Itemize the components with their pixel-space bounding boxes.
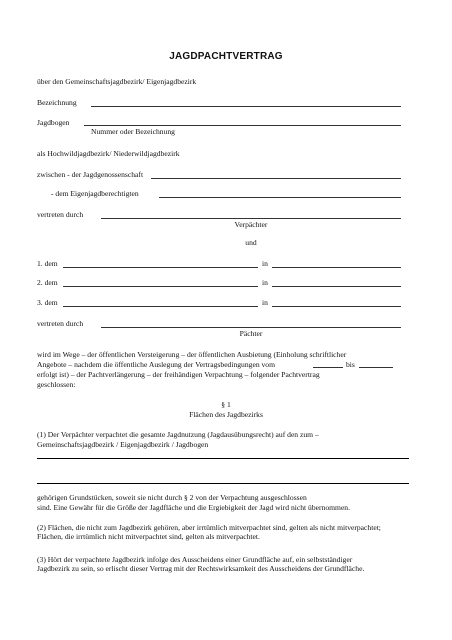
paechter-1-ort-line[interactable] [272,267,401,268]
procedure-line-3: erfolgt ist) – der Pachtverlängerung – der freihändigen Verpachtung – folgender Pachtvertrag [37,370,320,379]
jagdbogen-field-line[interactable] [84,125,401,126]
procedure-line-4: geschlossen: [37,380,76,389]
auslegung-to-date-line[interactable] [359,367,393,368]
document-title: JAGDPACHTVERTRAG [169,51,283,62]
paechter-3-in-label: in [262,298,268,307]
section-1-p1-line-2: Gemeinschaftsjagdbezirk / Eigenjagdbezirk / Jagdbogen [37,440,209,449]
paechter-vertreter-field-line[interactable] [101,327,401,328]
procedure-bis: bis [346,360,355,369]
paechter-1-name-line[interactable] [63,267,258,268]
verpaechter-caption: Verpächter [234,220,268,229]
eigenjagd-field-line[interactable] [159,197,401,198]
paechter-2-in-label: in [262,278,268,287]
jagdbezirk-field-line-2[interactable] [37,483,409,484]
section-1-p1-line-1: (1) Der Verpächter verpachtet die gesamte Jagdnutzung (Jagdausübungsrecht) auf den zum – [37,430,319,439]
paechter-1-in-label: in [262,259,268,268]
vertreten-label-2: vertreten durch [37,319,84,328]
paechter-1-label: 1. dem [37,259,58,268]
paechter-2-ort-line[interactable] [272,286,401,287]
paechter-caption: Pächter [239,329,263,338]
paechter-2-name-line[interactable] [63,286,258,287]
verpaechter-vertreter-field-line[interactable] [101,218,401,219]
jagdbogen-label: Jagdbogen [37,118,70,127]
bezeichnung-field-line[interactable] [91,106,401,107]
paechter-3-name-line[interactable] [63,306,258,307]
section-1-heading: Flächen des Jagdbezirks [189,410,263,419]
jagdgenossenschaft-field-line[interactable] [151,178,401,179]
procedure-line-1: wird im Wege – der öffentlichen Versteigerung – der öffentlichen Ausbietung (Einholung schriftlicher [37,350,347,359]
nummer-hint: Nummer oder Bezeichnung [91,127,175,136]
paechter-3-label: 3. dem [37,298,58,307]
section-1-p1-line-3: gehörigen Grundstücken, soweit sie nicht durch § 2 von der Verpachtung ausgeschlossen [37,493,307,502]
zwischen-label: zwischen - der Jagdgenossenschaft [37,170,144,179]
section-1-number: § 1 [221,400,231,409]
section-1-p1-line-4: sind. Eine Gewähr für die Größe der Jagdfläche und die Ergiebigkeit der Jagd wird nicht übernommen. [37,503,351,512]
section-1-p3: (3) Hört der verpachtete Jagdbezirk infolge des Ausscheidens einer Grundfläche auf, ein selbstständiger Jagdbezirk zu sein, so erlischt dieser Vertrag mit der Rechtswirksamkeit des Ausscheidens der Grundfläche. [37,555,365,573]
section-1-p2: (2) Flächen, die nicht zum Jagdbezirk gehören, aber irrtümlich mitverpachtet sind, gelten als nicht mitverpachtet; Flächen, die irrtümlich nicht mitverpachtet sind, gelten als mitverpachtet. [37,523,381,541]
jagdbezirk-field-line-1[interactable] [37,458,409,459]
auslegung-from-date-line[interactable] [313,367,343,368]
vertreten-label-1: vertreten durch [37,210,84,219]
bezeichnung-label: Bezeichnung [37,98,77,107]
bezirk-art-text: als Hochwildjagdbezirk/ Niederwildjagdbezirk [37,149,180,158]
paechter-2-label: 2. dem [37,278,58,287]
eigenjagd-label: - dem Eigenjagdberechtigten [51,189,139,198]
procedure-line-2a: Angebote – nachdem die öffentliche Auslegung der Vertragsbedingungen vom [37,360,276,369]
paechter-3-ort-line[interactable] [272,306,401,307]
intro-text: über den Gemeinschaftsjagdbezirk/ Eigenjagdbezirk [37,77,197,86]
und-text: und [245,238,257,247]
